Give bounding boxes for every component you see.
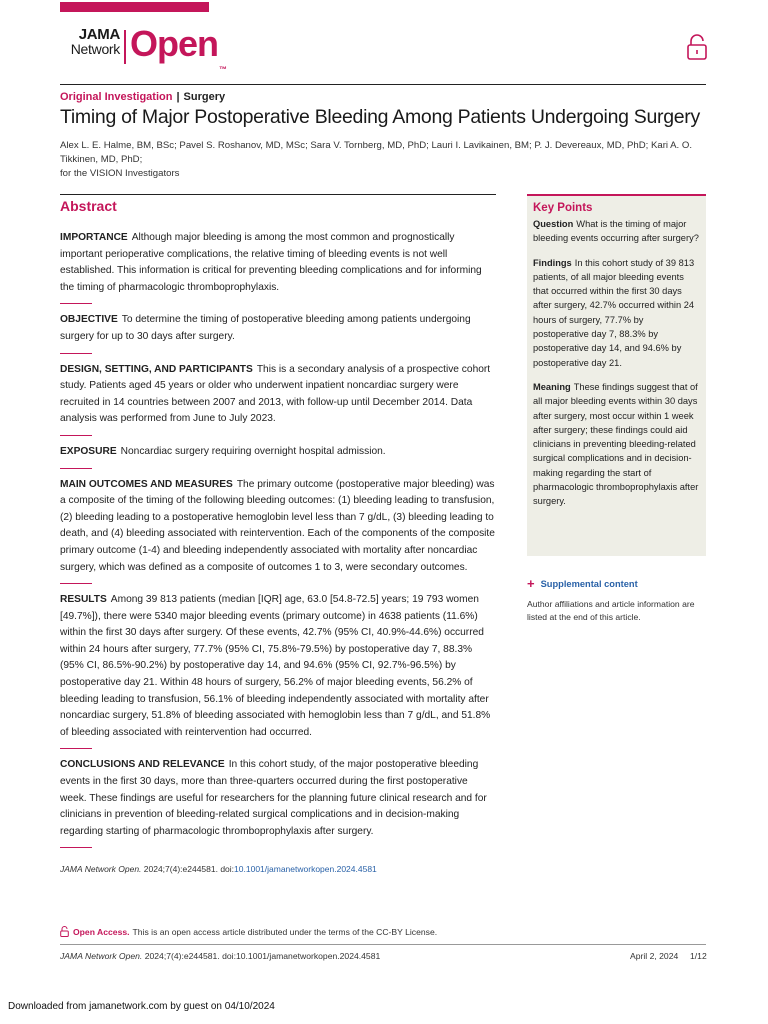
key-point-question: Question What is the timing of major bleeding events occurring after surgery?	[533, 219, 699, 244]
supplemental-content-link[interactable]: + Supplemental content	[527, 576, 638, 591]
key-points-heading: Key Points	[533, 202, 593, 214]
abstract-conclusions: CONCLUSIONS AND RELEVANCE In this cohort study, of the major postoperative bleeding events in the first 30 days, more than three-quarters occurred during the first postoperative week. These findings are useful for researchers for the planning future clinical research and for clinicians in prevention of bleeding-related surgical complications and in decision-making regarding starting of pharmacologic thromboprophylaxis after surgery.	[60, 759, 487, 837]
doi-link[interactable]: 10.1001/jamanetworkopen.2024.4581	[234, 864, 377, 874]
article-section: Surgery	[183, 91, 226, 103]
abstract-divider	[60, 468, 92, 469]
logo-open-text: Open™	[130, 23, 228, 74]
logo-network-text: Network	[70, 41, 120, 57]
abstract-divider	[60, 303, 92, 304]
article-title: Timing of Major Postoperative Bleeding Among Patients Undergoing Surgery	[60, 106, 700, 128]
footer-page-number: 1/12	[690, 951, 707, 961]
abstract-top-rule	[60, 194, 496, 195]
citation-line: JAMA Network Open. 2024;7(4):e244581. doi:10.1001/jamanetworkopen.2024.4581	[60, 864, 377, 874]
footer-divider	[60, 944, 706, 945]
abstract-outcomes: MAIN OUTCOMES AND MEASURES The primary outcome (postoperative major bleeding) was a composite of the timing of the following bleeding outcomes: (1) bleeding leading to transfusion, (2) bleeding leading to a postoperative hemoglobin level less than 7 g/dL, (3) bleeding leading to death, and (4) bleeding associated with reintervention. Each of the components of the composite primary outcome (1-4) and bleeding independently associated with mortality after noncardiac surgery, which was defined as a composite of outcomes 1 to 3, were secondary outcomes.	[60, 478, 495, 573]
abstract-section	[60, 194, 496, 856]
plus-icon: +	[527, 576, 535, 591]
footer-date: April 2, 2024	[630, 951, 679, 961]
affiliations-note: Author affiliations and article information are listed at the end of this article.	[527, 599, 695, 622]
abstract-design: DESIGN, SETTING, AND PARTICIPANTS This is a secondary analysis of a prospective cohort study. Patients aged 45 years or older who underwent inpatient noncardiac surgery were recruited in 14 countries between 2007 and 2013, with follow-up until December 2014. Data analysis was performed from June to July 2023.	[60, 363, 491, 425]
article-type[interactable]: Original Investigation	[60, 91, 173, 103]
open-access-note: Open Access. This is an open access article distributed under the terms of the CC-BY License.	[60, 926, 437, 937]
abstract-importance: IMPORTANCE Although major bleeding is among the most common and prognostically important perioperative complications, the relative timing of bleeding events is not well established. This information is critical for preventing bleeding complications and for informing the timing of pharmacologic thromboprophylaxis.	[60, 232, 482, 293]
author-names: Alex L. E. Halme, BM, BSc; Pavel S. Roshanov, MD, MSc; Sara V. Tornberg, MD, PhD; Lauri I. Lavikainen, BM; P. J. Devereaux, MD, PhD; Kari A. O. Tikkinen, MD, PhD;	[60, 140, 693, 165]
footer-citation: JAMA Network Open. 2024;7(4):e244581. doi:10.1001/jamanetworkopen.2024.4581	[60, 951, 381, 961]
abstract-heading: Abstract	[60, 198, 117, 214]
header-divider	[60, 84, 706, 85]
author-list	[60, 139, 700, 181]
article-kicker: Original Investigation | Surgery	[60, 91, 226, 103]
author-group: for the VISION Investigators	[60, 168, 180, 179]
abstract-divider	[60, 435, 92, 436]
download-watermark: Downloaded from jamanetwork.com by guest on 04/10/2024	[8, 1001, 275, 1012]
key-point-findings: Findings In this cohort study of 39 813 patients, of all major bleeding events that occurred within the first 30 days after surgery, 42.7% occurred within 24 hours of surgery, 77.7% by postoperative day 7, 88.3% by postoperative day 14, and 94.6% by postoperative day 21.	[533, 257, 695, 368]
brand-top-bar	[60, 2, 209, 12]
abstract-exposure: EXPOSURE Noncardiac surgery requiring overnight hospital admission.	[60, 445, 386, 457]
abstract-divider	[60, 353, 92, 354]
abstract-divider	[60, 847, 92, 848]
abstract-objective: OBJECTIVE To determine the timing of postoperative bleeding among patients undergoing surgery for up to 30 days after surgery.	[60, 314, 471, 342]
abstract-divider	[60, 583, 92, 584]
open-access-lock-icon	[60, 926, 69, 937]
abstract-divider	[60, 748, 92, 749]
key-point-meaning: Meaning These findings suggest that of all major bleeding events within 30 days after surgery, most occur within 1 week after surgery; these findings could aid clinicians in preventing bleeding-related surgical complications and in decision-making regarding the start of pharmacologic thromboprophylaxis after surgery.	[533, 381, 699, 507]
open-lock-icon	[686, 34, 708, 60]
logo-separator	[124, 30, 126, 64]
key-points-box	[527, 194, 706, 556]
abstract-results: RESULTS Among 39 813 patients (median [IQR] age, 63.0 [54.8-72.5] years; 19 793 women [49.7%]), there were 5340 major bleeding events (primary outcome) in 4638 patients (11.6%) within the first 30 days after surgery. Of these events, 42.7% (95% CI, 40.9%-44.6%) occurred within 24 hours after surgery, 77.7% (95% CI, 75.8%-79.5%) by postoperative day 7, 88.3% (95% CI, 86.5%-90.2%) by postoperative day 14, and 94.6% (95% CI, 92.7%-96.5%) by postoperative day 21. Within 48 hours of surgery, 56.2% of major bleeding events, 56.2% of bleeding leading to transfusion, 56.1% of bleeding independently associated with mortality after noncardiac surgery, 51.8% of bleeding associated with hemoglobin less than 7 g/dL, and 51.8% of bleeding associated with reintervention had occurred.	[60, 594, 491, 738]
logo-jama-text: JAMA	[78, 26, 120, 43]
